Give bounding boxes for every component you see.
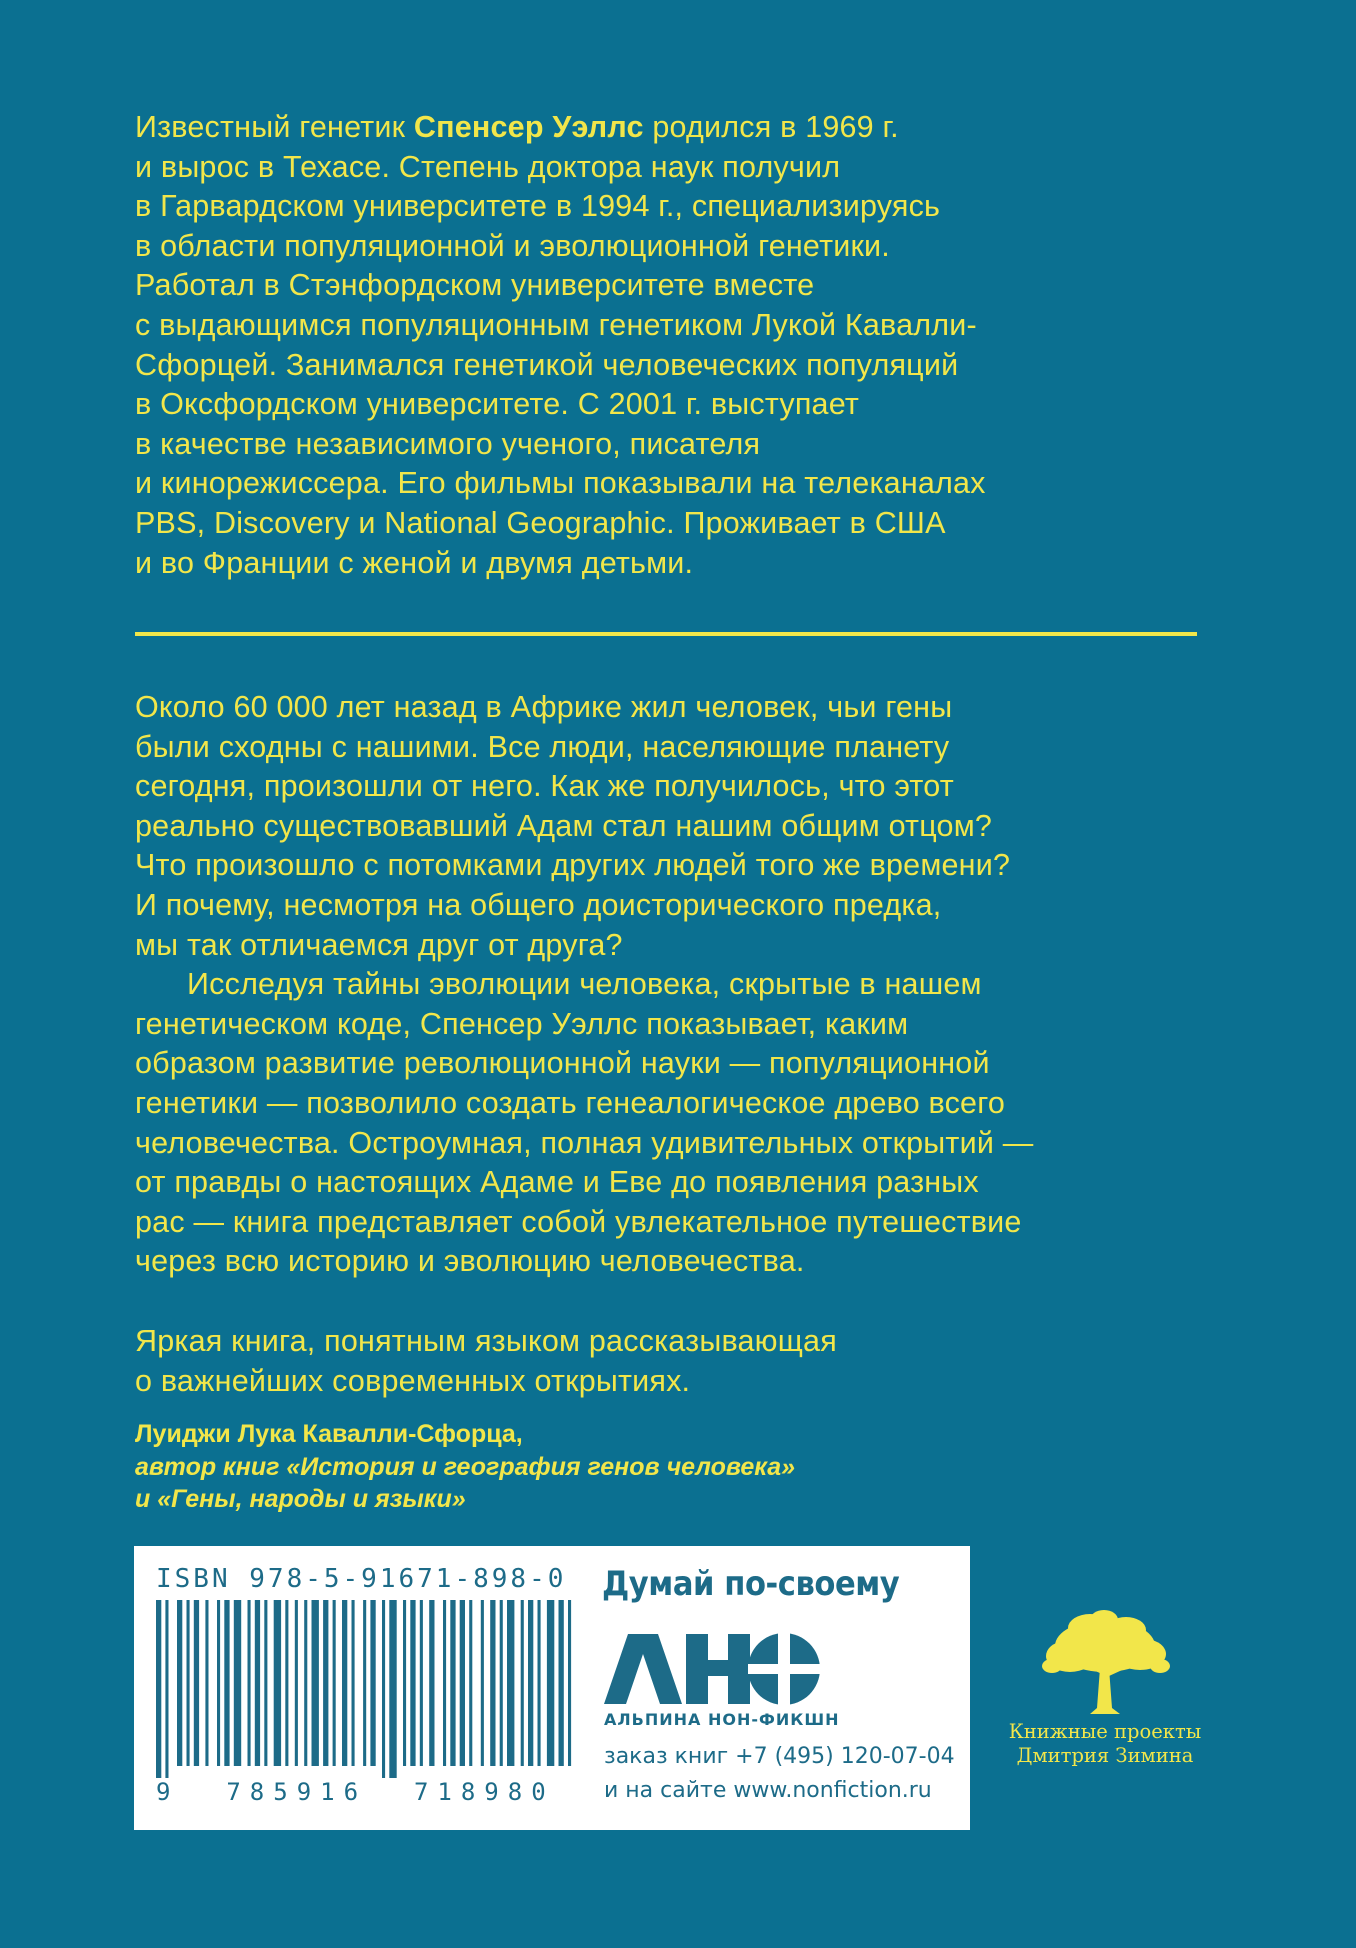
barcode-bar — [312, 1600, 319, 1766]
description-line: реально существовавший Адам стал нашим общим отцом? — [135, 808, 993, 843]
bio-text: Сфорцей. Занимался генетикой человеческих популяций — [135, 347, 959, 382]
barcode-bar — [333, 1600, 336, 1766]
book-description — [135, 688, 1215, 1282]
barcode-bar — [500, 1600, 503, 1766]
description-line: генетическом коде, Спенсер Уэллс показывает, каким — [135, 1006, 909, 1041]
barcode-bar — [217, 1600, 220, 1766]
barcode-bar — [264, 1600, 267, 1766]
quote-line: Яркая книга, понятным языком рассказывающая — [135, 1324, 837, 1358]
barcode-bar — [450, 1600, 455, 1766]
barcode-bar — [187, 1600, 190, 1766]
attribution-name: Луиджи Лука Кавалли-Сфорца, — [135, 1420, 523, 1448]
quote-attribution — [135, 1418, 795, 1516]
barcode-bar — [295, 1600, 298, 1766]
bio-line — [135, 148, 1215, 188]
bio-text: в качестве независимого ученого, писателя — [135, 426, 761, 461]
description-line: мы так отличаемся друг от друга? — [135, 927, 623, 962]
barcode-bar — [460, 1600, 465, 1766]
barcode-bar — [285, 1600, 288, 1766]
barcode-bar — [342, 1600, 347, 1766]
bio-text: Работал в Стэнфордском университете вместе — [135, 268, 815, 303]
divider — [135, 632, 1197, 636]
barcode-bar — [568, 1600, 571, 1766]
description-line: от правды о настоящих Адаме и Еве до появления разных — [135, 1165, 979, 1200]
barcode-panel — [134, 1546, 970, 1830]
anf-logo-icon — [602, 1630, 822, 1706]
barcode-bar — [528, 1600, 533, 1766]
bio-line — [135, 266, 1215, 306]
barcode-bar — [194, 1600, 199, 1766]
description-line: генетики — позволило создать генеалогическое древо всего — [135, 1085, 1006, 1120]
description-line: были сходны с нашими. Все люди, населяющие планету — [135, 729, 950, 764]
tree-icon — [1040, 1608, 1170, 1718]
publisher-website: и на сайте www.nonfiction.ru — [604, 1778, 932, 1803]
order-phone: заказ книг +7 (495) 120-07-04 — [604, 1744, 955, 1769]
bio-text: и кинорежиссера. Его фильмы показывали на телеканалах — [135, 466, 986, 501]
bio-text: родился в 1969 г. — [643, 110, 899, 144]
publisher-slogan: Думай по-своему — [602, 1564, 900, 1604]
description-line: рас — книга представляет собой увлекательное путешествие — [135, 1204, 1022, 1239]
barcode-bar — [469, 1600, 472, 1766]
barcode-icon — [156, 1600, 576, 1778]
bio-text: и во Франции с женой и двумя детьми. — [135, 545, 694, 580]
description-line: образом развитие революционной науки — популяционной — [135, 1046, 990, 1081]
barcode-bar — [363, 1600, 366, 1766]
barcode-bar — [410, 1600, 415, 1766]
bio-text: в Оксфордском университете. С 2001 г. выступает — [135, 387, 860, 422]
description-line: Около 60 000 лет назад в Африке жил человек, чьи гены — [135, 690, 953, 724]
barcode-bar — [224, 1600, 229, 1766]
sponsor-label — [990, 1720, 1220, 1768]
attribution-works-line1: автор книг «История и география генов человека» — [135, 1452, 796, 1481]
barcode-bar — [443, 1600, 446, 1766]
barcode-bar — [420, 1600, 423, 1766]
bio-text: и вырос в Техасе. Степень доктора наук получил — [135, 149, 841, 184]
barcode-bar — [559, 1600, 564, 1766]
author-bio — [135, 108, 1215, 583]
bio-text: с выдающимся популяционным генетиком Лукой Кавалли- — [135, 307, 977, 342]
barcode-bar — [323, 1600, 328, 1766]
bio-text: в области популяционной и эволюционной генетики. — [135, 228, 890, 263]
barcode-digits: 9 785916 718980 — [156, 1778, 555, 1806]
bio-line — [135, 544, 1215, 584]
barcode-bar — [304, 1600, 307, 1766]
bio-text: в Гарвардском университете в 1994 г., специализируясь — [135, 189, 941, 224]
bio-line — [135, 385, 1215, 425]
barcode-bar — [248, 1600, 251, 1766]
bio-text: PBS, Discovery и National Geographic. Проживает в США — [135, 505, 946, 540]
barcode-bar — [205, 1600, 208, 1766]
bio-line — [135, 187, 1215, 227]
barcode-bar — [403, 1600, 406, 1766]
barcode-bar — [521, 1600, 524, 1766]
bio-line — [135, 306, 1215, 346]
barcode-bar — [177, 1600, 182, 1766]
barcode-bar — [538, 1600, 541, 1766]
description-line: человечества. Остроумная, полная удивительных открытий — — [135, 1125, 1034, 1160]
barcode-bar — [274, 1600, 281, 1766]
bio-text: Известный генетик — [135, 110, 414, 144]
bio-line — [135, 227, 1215, 267]
publisher-name: АЛЬПИНА НОН-ФИКШН — [604, 1710, 840, 1729]
description-line: Что произошло с потомками других людей того же времени? — [135, 848, 1011, 883]
barcode-bar — [490, 1600, 495, 1766]
sponsor-line2: Дмитрия Зимина — [1016, 1744, 1194, 1767]
barcode-bar — [429, 1600, 434, 1766]
barcode-bar — [370, 1600, 375, 1766]
barcode-bar — [382, 1600, 385, 1778]
bio-line — [135, 504, 1215, 544]
barcode-bar — [234, 1600, 241, 1766]
bio-line — [135, 108, 1215, 148]
barcode-bar — [165, 1600, 168, 1778]
sponsor-line1: Книжные проекты — [1008, 1720, 1202, 1743]
barcode-bar — [507, 1600, 514, 1766]
bio-line — [135, 425, 1215, 465]
attribution-works-line2: и «Гены, народы и языки» — [135, 1485, 466, 1513]
description-line: сегодня, произошли от него. Как же получилось, что этот — [135, 769, 954, 804]
barcode-bar — [389, 1600, 396, 1778]
barcode-bar — [156, 1600, 161, 1778]
review-quote — [135, 1322, 1215, 1401]
barcode-bar — [255, 1600, 260, 1766]
description-line: Исследуя тайны эволюции человека, скрытые в нашем — [135, 967, 982, 1002]
barcode-bar — [481, 1600, 484, 1766]
barcode-bar — [352, 1600, 355, 1766]
quote-line: о важнейших современных открытиях. — [135, 1363, 691, 1398]
bio-line — [135, 346, 1215, 386]
barcode-bar — [547, 1600, 554, 1766]
author-name: Спенсер Уэллс — [413, 110, 644, 144]
isbn-label: ISBN 978-5-91671-898-0 — [156, 1564, 567, 1594]
bio-line — [135, 464, 1215, 504]
description-line: через всю историю и эволюцию человечества. — [135, 1244, 805, 1279]
description-line: И почему, несмотря на общего доисторического предка, — [135, 887, 942, 922]
